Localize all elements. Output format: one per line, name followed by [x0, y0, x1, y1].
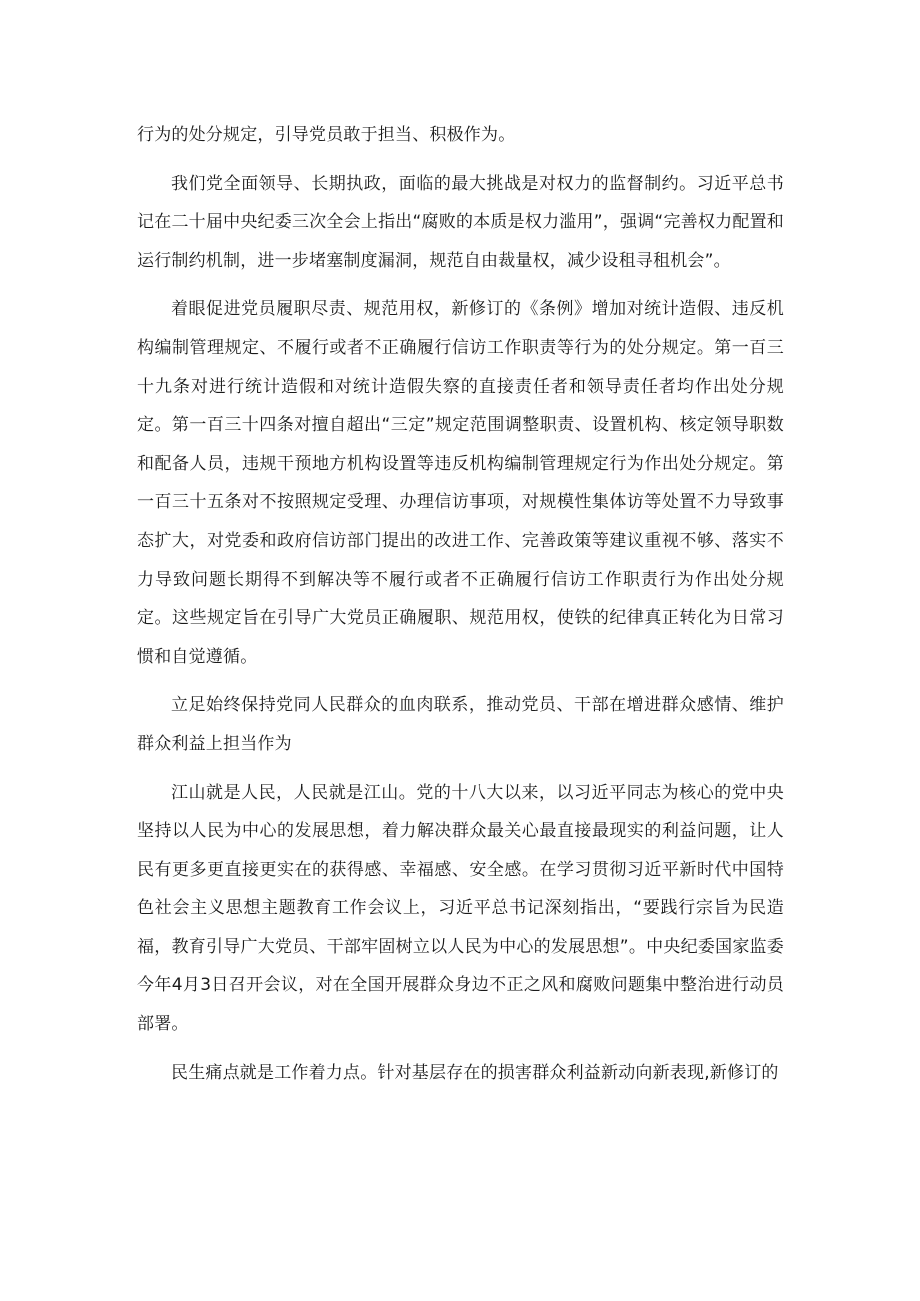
paragraph-3: 着眼促进党员履职尽责、规范用权，新修订的《条例》增加对统计造假、违反机构编制管理规定、不履行或者不正确履行信访工作职责等行为的处分规定。第一百三十九条对进行统计造假和对统计造假失察的直接责任者和领导责任者均作出处分规定。第一百三十四条对擅自超出“三定”规定范围调整职责、设置机构、核定领导职数和配备人员，违规干预地方机构设置等违反机构编制管理规定行为作出处分规定。第一百三十五条对不按照规定受理、办理信访事项，对规模性集体访等处置不力导致事态扩大，对党委和政府信访部门提出的改进工作、完善政策等建议重视不够、落实不力导致问题长期得不到解决等不履行或者不正确履行信访工作职责行为作出处分规定。这些规定旨在引导广大党员正确履职、规范用权，使铁的纪律真正转化为日常习惯和自觉遵循。 — [137, 299, 784, 667]
paragraph-2: 我们党全面领导、长期执政，面临的最大挑战是对权力的监督制约。习近平总书记在二十届中央纪委三次全会上指出“腐败的本质是权力滥用”，强调“完善权力配置和运行制约机制，进一步堵塞制度漏洞，规范自由裁量权，减少设租寻租机会”。 — [137, 173, 784, 271]
paragraph-5: 江山就是人民，人民就是江山。党的十八大以来，以习近平同志为核心的党中央坚持以人民为中心的发展思想，着力解决群众最关心最直接最现实的利益问题，让人民有更多更直接更实在的获得感、幸福感、安全感。在学习贯彻习近平新时代中国特色社会主义思想主题教育工作会议上，习近平总书记深刻指出，“要践行宗旨为民造福，教育引导广大党员、干部牢固树立以人民为中心的发展思想”。中央纪委国家监委今年4月3日召开会议，对在全国开展群众身边不正之风和腐败问题集中整治进行动员部署。 — [137, 782, 784, 1035]
paragraph-4-section-heading: 立足始终保持党同人民群众的血肉联系，推动党员、干部在增进群众感情、维护群众利益上担当作为 — [137, 695, 784, 754]
paragraph-1: 行为的处分规定，引导党员敢于担当、积极作为。 — [137, 125, 516, 145]
paragraph-6: 民生痛点就是工作着力点。针对基层存在的损害群众利益新动向新表现,新修订的 — [171, 1062, 779, 1083]
document-body — [137, 116, 784, 1102]
